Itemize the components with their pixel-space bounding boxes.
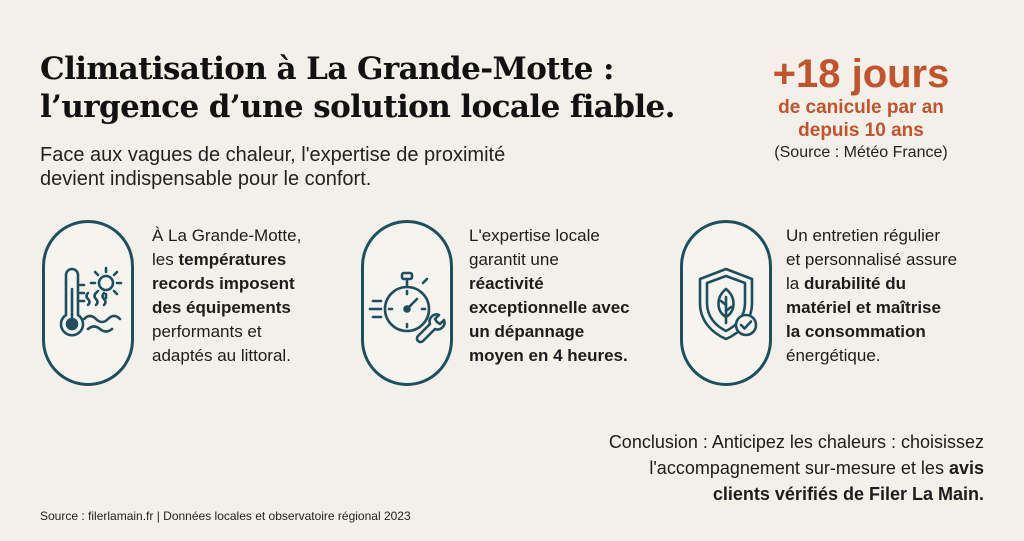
card-3-text-line-6 <box>786 344 957 368</box>
card-3-text <box>786 224 957 368</box>
card-3-text-line-3 <box>786 272 957 296</box>
stat-value: +18 jours <box>772 52 950 96</box>
subtitle-line-2: devient indispensable pour le confort. <box>40 168 372 190</box>
title-line-1: Climatisation à La Grande-Motte : <box>40 51 614 87</box>
card-3-text-segment: énergétique. <box>786 346 881 365</box>
subtitle-line-1: Face aux vagues de chaleur, l'expertise de proximité <box>40 144 506 166</box>
card-3-text-segment: et personnalisé assure <box>786 250 958 269</box>
card-2-text-line-6 <box>469 344 630 368</box>
card-2-text-segment: garantit une <box>469 250 559 269</box>
conclusion-line-3 <box>609 481 984 507</box>
card-3-icon-pill <box>680 220 772 386</box>
card-1-text-segment: performants et <box>152 322 262 341</box>
footer-source: Source : filerlamain.fr | Données locales et observatoire régional 2023 <box>40 509 411 523</box>
conclusion-line-1 <box>609 429 984 455</box>
stat-description-line-2: depuis 10 ans <box>798 120 924 141</box>
stat-callout <box>722 52 1000 163</box>
page-title <box>40 50 675 126</box>
stat-description <box>722 96 1000 142</box>
card-2-text-line-2 <box>469 248 630 272</box>
card-3-text-line-5 <box>786 320 957 344</box>
card-1-text-segment: des équipements <box>152 298 291 317</box>
subtitle <box>40 143 505 191</box>
card-2-text <box>469 224 630 368</box>
card-1-text <box>152 224 301 368</box>
card-2-text-line-1 <box>469 224 630 248</box>
stat-description-line-1: de canicule par an <box>778 97 944 118</box>
stat-source <box>722 143 1000 163</box>
card-3-text-line-4 <box>786 296 957 320</box>
card-3-text-segment: Un entretien régulier <box>786 226 941 245</box>
shield-leaf-check-icon <box>686 253 766 353</box>
conclusion-segment: clients vérifiés de Filer La Main. <box>712 484 984 504</box>
stat-source-text: (Source : Météo France) <box>774 144 948 161</box>
card-1-text-line-6 <box>152 344 301 368</box>
card-1-icon-pill <box>42 220 134 386</box>
card-3-text-segment: la <box>786 274 804 293</box>
conclusion-segment: l'accompagnement sur-mesure et les <box>649 458 949 478</box>
card-3-text-line-1 <box>786 224 957 248</box>
card-1-text-line-1 <box>152 224 301 248</box>
card-3-text-segment: durabilité du <box>803 274 906 293</box>
conclusion-line-2 <box>609 455 984 481</box>
card-1-text-segment: À La Grande-Motte, <box>152 226 302 245</box>
card-1-text-segment: les <box>152 250 179 269</box>
stopwatch-wrench-icon <box>367 253 447 353</box>
card-2-icon-pill <box>361 220 453 386</box>
card-3-text-line-2 <box>786 248 957 272</box>
card-1-text-line-4 <box>152 296 301 320</box>
card-3-text-segment: la consommation <box>786 322 926 341</box>
card-1-text-line-5 <box>152 320 301 344</box>
card-1-text-line-2 <box>152 248 301 272</box>
card-2-text-segment: réactivité <box>469 274 544 293</box>
card-2-text-segment: moyen en 4 heures. <box>469 346 628 365</box>
card-1-text-segment: adaptés au littoral. <box>152 346 291 365</box>
card-2-text-segment: L'expertise locale <box>469 226 600 245</box>
card-1-text-segment: températures <box>178 250 287 269</box>
card-2-text-line-4 <box>469 296 630 320</box>
card-2-text-segment: exceptionnelle avec <box>469 298 630 317</box>
card-2-text-line-3 <box>469 272 630 296</box>
card-3-text-segment: matériel et maîtrise <box>786 298 941 317</box>
title-line-2: l’urgence d’une solution locale fiable. <box>40 89 675 125</box>
card-2-text-segment: un dépannage <box>469 322 585 341</box>
card-1-text-line-3 <box>152 272 301 296</box>
card-1-text-segment: records imposent <box>152 274 295 293</box>
thermometer-sun-icon <box>48 253 128 353</box>
conclusion-segment: Conclusion : Anticipez les chaleurs : choisissez <box>608 432 984 452</box>
card-2-text-line-5 <box>469 320 630 344</box>
conclusion-text <box>609 429 984 507</box>
conclusion-segment: avis <box>948 458 984 478</box>
